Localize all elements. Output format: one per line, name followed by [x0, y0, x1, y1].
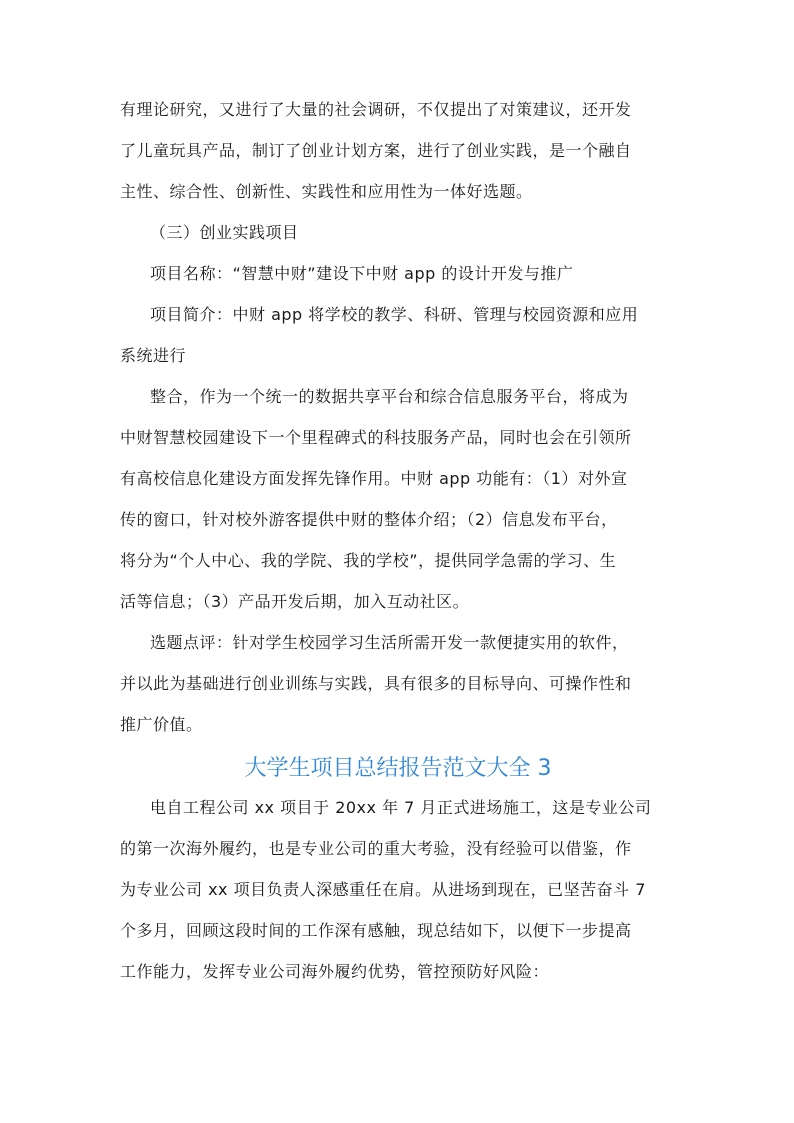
paragraph-line: 有高校信息化建设方面发挥先锋作用。中财 app 功能有：（1）对外宣 [120, 469, 628, 488]
paragraph-line: 活等信息；（3）产品开发后期，加入互动社区。 [120, 592, 470, 611]
project-intro-line: 项目简介：中财 app 将学校的教学、科研、管理与校园资源和应用 [150, 305, 639, 324]
review-comment-line: 选题点评：针对学生校园学习生活所需开发一款便捷实用的软件， [150, 633, 629, 652]
document-body [120, 100, 676, 1003]
paragraph-line: 系统进行 [120, 346, 187, 365]
paragraph-line: 的第一次海外履约，也是专业公司的重大考验，没有经验可以借鉴，作 [120, 839, 632, 858]
paragraph-line: 个多月，回顾这段时间的工作深有感触，现总结如下，以便下一步提高 [120, 921, 632, 940]
paragraph-line: 主性、综合性、创新性、实践性和应用性为一体好选题。 [120, 182, 533, 201]
paragraph-line: 推广价值。 [120, 715, 203, 734]
paragraph-line: 工作能力，发挥专业公司海外履约优势，管控预防好风险： [120, 962, 550, 981]
paragraph-line: 为专业公司 xx 项目负责人深感重任在肩。从进场到现在，已坚苦奋斗 7 [120, 880, 646, 899]
paragraph-line: 了儿童玩具产品，制订了创业计划方案，进行了创业实践，是一个融自 [120, 141, 632, 160]
section-heading: 大学生项目总结报告范文大全 3 [244, 756, 552, 781]
paragraph-line: 电自工程公司 xx 项目于 20xx 年 7 月正式进场施工，这是专业公司 [150, 798, 652, 817]
paragraph-line: 并以此为基础进行创业训练与实践，具有很多的目标导向、可操作性和 [120, 674, 632, 693]
paragraph-line: 传的窗口，针对校外游客提供中财的整体介绍；（2）信息发布平台， [120, 510, 618, 529]
paragraph-line: 中财智慧校园建设下一个里程碑式的科技服务产品，同时也会在引领所 [120, 428, 632, 447]
paragraph-line: 有理论研究，又进行了大量的社会调研，不仅提出了对策建议，还开发 [120, 100, 632, 119]
paragraph-line: 整合，作为一个统一的数据共享平台和综合信息服务平台，将成为 [150, 387, 629, 406]
project-name-line: 项目名称：“智慧中财”建设下中财 app 的设计开发与推广 [150, 264, 574, 283]
section-subheading: （三）创业实践项目 [150, 223, 299, 242]
paragraph-line: 将分为“个人中心、我的学院、我的学校”，提供同学急需的学习、生 [120, 551, 617, 570]
